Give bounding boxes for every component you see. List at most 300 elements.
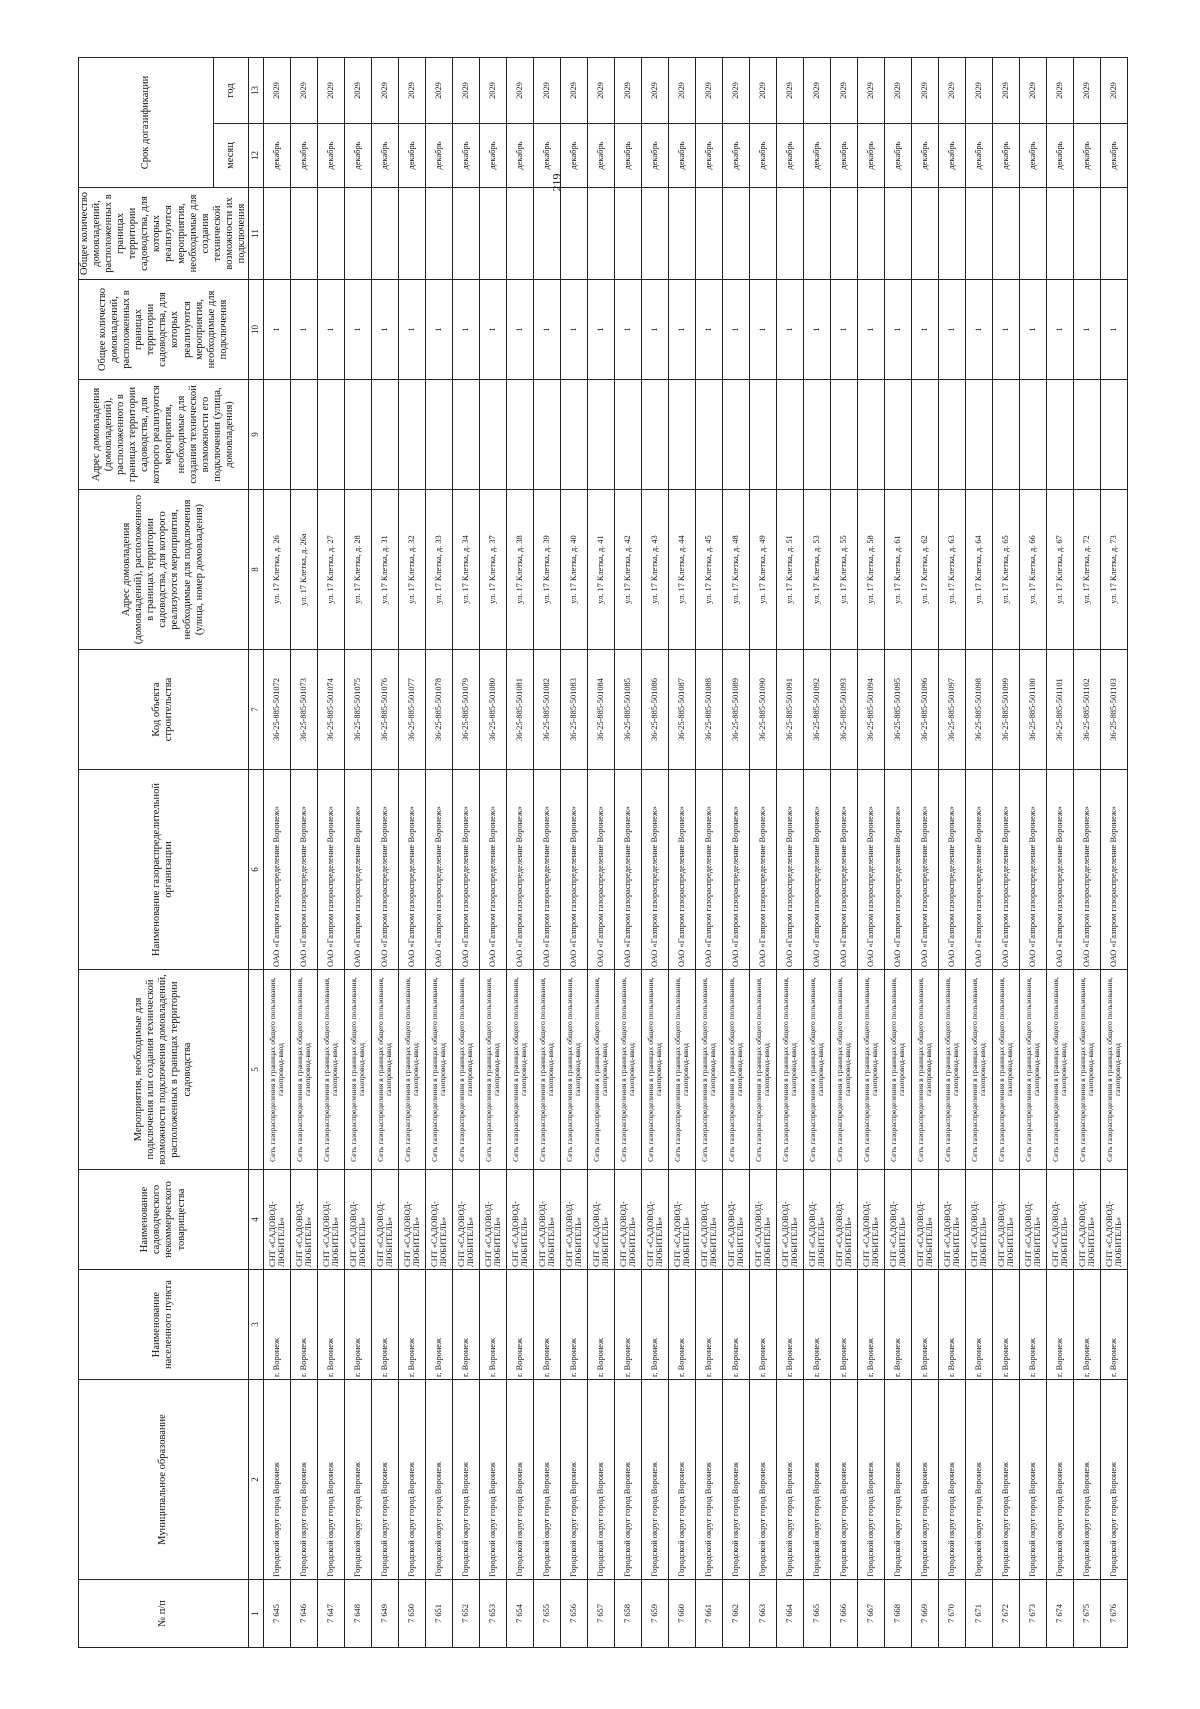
cell-snt: СНТ «САДОВОД-ЛЮБИТЕЛЬ» xyxy=(344,1170,371,1270)
cell-month: декабрь xyxy=(506,124,533,188)
cell-count2 xyxy=(668,188,695,280)
cell-count2 xyxy=(938,188,965,280)
cell-snt: СНТ «САДОВОД-ЛЮБИТЕЛЬ» xyxy=(965,1170,992,1270)
cell-gdo: ОАО «Газпром газораспределение Воронеж» xyxy=(641,770,668,970)
cell-count2 xyxy=(911,188,938,280)
cell-address: ул. 17 Клетка, д. 39 xyxy=(533,490,560,650)
cell-snt: СНТ «САДОВОД-ЛЮБИТЕЛЬ» xyxy=(614,1170,641,1270)
cell-municipality: Городской округ город Воронеж xyxy=(992,1380,1019,1580)
cell-count1: 1 xyxy=(803,280,830,380)
table-row xyxy=(1046,57,1073,1647)
cell-code: 36-25-885-501089 xyxy=(722,650,749,770)
cell-year: 2029 xyxy=(749,57,776,123)
cell-settlement: г. Воронеж xyxy=(830,1270,857,1380)
gasification-table xyxy=(78,57,1128,1648)
cell-address: ул. 17 Клетка, д. 45 xyxy=(695,490,722,650)
cell-measures: Сеть газораспределения в границах общего пользования, газопровод-ввод xyxy=(560,970,587,1170)
table-row xyxy=(884,57,911,1647)
cell-municipality: Городской округ город Воронеж xyxy=(1046,1380,1073,1580)
cell-year: 2029 xyxy=(371,57,398,123)
cell-count1: 1 xyxy=(560,280,587,380)
cell-measures: Сеть газораспределения в границах общего пользования, газопровод-ввод xyxy=(1019,970,1046,1170)
cell-snt: СНТ «САДОВОД-ЛЮБИТЕЛЬ» xyxy=(587,1170,614,1270)
cell-settlement: г. Воронеж xyxy=(938,1270,965,1380)
cell-count2 xyxy=(560,188,587,280)
cell-address: ул. 17 Клетка, д. 53 xyxy=(803,490,830,650)
column-index-cell: 13 xyxy=(248,57,263,123)
cell-address: ул. 17 Клетка, д. 26а xyxy=(290,490,317,650)
cell-count1: 1 xyxy=(479,280,506,380)
cell-num: 7 654 xyxy=(506,1580,533,1648)
cell-month: декабрь xyxy=(938,124,965,188)
cell-gdo: ОАО «Газпром газораспределение Воронеж» xyxy=(830,770,857,970)
cell-address2 xyxy=(1019,380,1046,490)
cell-num: 7 671 xyxy=(965,1580,992,1648)
cell-settlement: г. Воронеж xyxy=(371,1270,398,1380)
cell-municipality: Городской округ город Воронеж xyxy=(1073,1380,1100,1580)
cell-code: 36-25-885-501103 xyxy=(1100,650,1127,770)
table-row xyxy=(911,57,938,1647)
cell-measures: Сеть газораспределения в границах общего пользования, газопровод-ввод xyxy=(776,970,803,1170)
cell-snt: СНТ «САДОВОД-ЛЮБИТЕЛЬ» xyxy=(398,1170,425,1270)
cell-municipality: Городской округ город Воронеж xyxy=(560,1380,587,1580)
cell-month: декабрь xyxy=(722,124,749,188)
cell-year: 2029 xyxy=(722,57,749,123)
cell-count2 xyxy=(425,188,452,280)
cell-code: 36-25-885-501100 xyxy=(1019,650,1046,770)
cell-code: 36-25-885-501102 xyxy=(1073,650,1100,770)
cell-address2 xyxy=(1046,380,1073,490)
cell-address: ул. 17 Клетка, д. 62 xyxy=(911,490,938,650)
cell-num: 7 674 xyxy=(1046,1580,1073,1648)
cell-measures: Сеть газораспределения в границах общего пользования, газопровод-ввод xyxy=(1046,970,1073,1170)
cell-settlement: г. Воронеж xyxy=(911,1270,938,1380)
cell-year: 2029 xyxy=(344,57,371,123)
cell-municipality: Городской округ город Воронеж xyxy=(587,1380,614,1580)
cell-address2 xyxy=(587,380,614,490)
column-index-cell: 7 xyxy=(248,650,263,770)
cell-code: 36-25-885-501099 xyxy=(992,650,1019,770)
cell-measures: Сеть газораспределения в границах общего пользования, газопровод-ввод xyxy=(749,970,776,1170)
cell-code: 36-25-885-501075 xyxy=(344,650,371,770)
cell-address: ул. 17 Клетка, д. 61 xyxy=(884,490,911,650)
cell-address: ул. 17 Клетка, д. 26 xyxy=(263,490,290,650)
cell-month: декабрь xyxy=(425,124,452,188)
cell-address2 xyxy=(452,380,479,490)
cell-municipality: Городской округ город Воронеж xyxy=(857,1380,884,1580)
cell-settlement: г. Воронеж xyxy=(479,1270,506,1380)
cell-month: декабрь xyxy=(965,124,992,188)
cell-num: 7 669 xyxy=(911,1580,938,1648)
cell-gdo: ОАО «Газпром газораспределение Воронеж» xyxy=(614,770,641,970)
cell-gdo: ОАО «Газпром газораспределение Воронеж» xyxy=(803,770,830,970)
cell-measures: Сеть газораспределения в границах общего пользования, газопровод-ввод xyxy=(506,970,533,1170)
cell-num: 7 676 xyxy=(1100,1580,1127,1648)
cell-num: 7 662 xyxy=(722,1580,749,1648)
cell-settlement: г. Воронеж xyxy=(290,1270,317,1380)
cell-municipality: Городской округ город Воронеж xyxy=(290,1380,317,1580)
table-rotation-wrapper xyxy=(78,58,1123,1648)
cell-month: декабрь xyxy=(776,124,803,188)
table-row xyxy=(533,57,560,1647)
cell-code: 36-25-885-501082 xyxy=(533,650,560,770)
cell-year: 2029 xyxy=(398,57,425,123)
cell-address: ул. 17 Клетка, д. 51 xyxy=(776,490,803,650)
cell-num: 7 648 xyxy=(344,1580,371,1648)
cell-code: 36-25-885-501098 xyxy=(965,650,992,770)
cell-snt: СНТ «САДОВОД-ЛЮБИТЕЛЬ» xyxy=(1100,1170,1127,1270)
cell-code: 36-25-885-501076 xyxy=(371,650,398,770)
cell-num: 7 658 xyxy=(614,1580,641,1648)
cell-month: декабрь xyxy=(884,124,911,188)
cell-year: 2029 xyxy=(884,57,911,123)
cell-gdo: ОАО «Газпром газораспределение Воронеж» xyxy=(479,770,506,970)
cell-settlement: г. Воронеж xyxy=(992,1270,1019,1380)
cell-count1: 1 xyxy=(452,280,479,380)
cell-count1: 1 xyxy=(830,280,857,380)
cell-count1: 1 xyxy=(263,280,290,380)
cell-gdo: ОАО «Газпром газораспределение Воронеж» xyxy=(1100,770,1127,970)
header-code: Код объекта строительства xyxy=(79,650,249,770)
cell-gdo: ОАО «Газпром газораспределение Воронеж» xyxy=(911,770,938,970)
cell-address2 xyxy=(884,380,911,490)
cell-code: 36-25-885-501086 xyxy=(641,650,668,770)
cell-count1: 1 xyxy=(668,280,695,380)
header-term: Срок догазификации xyxy=(79,57,214,187)
cell-address: ул. 17 Клетка, д. 58 xyxy=(857,490,884,650)
cell-count1: 1 xyxy=(884,280,911,380)
cell-month: декабрь xyxy=(1100,124,1127,188)
cell-gdo: ОАО «Газпром газораспределение Воронеж» xyxy=(1046,770,1073,970)
cell-year: 2029 xyxy=(317,57,344,123)
table-row xyxy=(587,57,614,1647)
cell-address: ул. 17 Клетка, д. 34 xyxy=(452,490,479,650)
cell-month: декабрь xyxy=(479,124,506,188)
cell-year: 2029 xyxy=(965,57,992,123)
cell-municipality: Городской округ город Воронеж xyxy=(371,1380,398,1580)
cell-count2 xyxy=(641,188,668,280)
cell-municipality: Городской округ город Воронеж xyxy=(965,1380,992,1580)
cell-count2 xyxy=(587,188,614,280)
header-count2: Общее количество домовладений, расположенных в границах территории садоводства, для которых реализуются мероприятия, необходимые для создания технической возможности их подключения xyxy=(79,188,249,280)
cell-month: декабрь xyxy=(911,124,938,188)
cell-num: 7 649 xyxy=(371,1580,398,1648)
cell-count2 xyxy=(452,188,479,280)
cell-gdo: ОАО «Газпром газораспределение Воронеж» xyxy=(938,770,965,970)
cell-month: декабрь xyxy=(371,124,398,188)
cell-count1: 1 xyxy=(965,280,992,380)
cell-settlement: г. Воронеж xyxy=(398,1270,425,1380)
cell-gdo: ОАО «Газпром газораспределение Воронеж» xyxy=(344,770,371,970)
cell-snt: СНТ «САДОВОД-ЛЮБИТЕЛЬ» xyxy=(533,1170,560,1270)
header-gdo: Наименование газораспределительной организации xyxy=(79,770,249,970)
cell-count1: 1 xyxy=(425,280,452,380)
cell-count1: 1 xyxy=(587,280,614,380)
cell-count1: 1 xyxy=(992,280,1019,380)
header-address2: Адрес домовладения (домовладений), расположенного в границах территории садоводства, для которого реализуются мероприятия, необходимые для создания технической возможности его подключения (улица, домовладения) xyxy=(79,380,249,490)
cell-address: ул. 17 Клетка, д. 72 xyxy=(1073,490,1100,650)
cell-measures: Сеть газораспределения в границах общего пользования, газопровод-ввод xyxy=(587,970,614,1170)
cell-gdo: ОАО «Газпром газораспределение Воронеж» xyxy=(1019,770,1046,970)
cell-address2 xyxy=(290,380,317,490)
cell-gdo: ОАО «Газпром газораспределение Воронеж» xyxy=(263,770,290,970)
cell-address: ул. 17 Клетка, д. 32 xyxy=(398,490,425,650)
cell-num: 7 652 xyxy=(452,1580,479,1648)
cell-snt: СНТ «САДОВОД-ЛЮБИТЕЛЬ» xyxy=(641,1170,668,1270)
cell-settlement: г. Воронеж xyxy=(776,1270,803,1380)
cell-snt: СНТ «САДОВОД-ЛЮБИТЕЛЬ» xyxy=(668,1170,695,1270)
cell-measures: Сеть газораспределения в границах общего пользования, газопровод-ввод xyxy=(992,970,1019,1170)
cell-code: 36-25-885-501084 xyxy=(587,650,614,770)
table-row xyxy=(479,57,506,1647)
cell-municipality: Городской округ город Воронеж xyxy=(263,1380,290,1580)
cell-address: ул. 17 Клетка, д. 65 xyxy=(992,490,1019,650)
cell-address2 xyxy=(425,380,452,490)
cell-address: ул. 17 Клетка, д. 55 xyxy=(830,490,857,650)
cell-settlement: г. Воронеж xyxy=(1073,1270,1100,1380)
cell-settlement: г. Воронеж xyxy=(1100,1270,1127,1380)
cell-count1: 1 xyxy=(695,280,722,380)
cell-year: 2029 xyxy=(830,57,857,123)
column-index-cell: 12 xyxy=(248,124,263,188)
table-body xyxy=(263,57,1127,1647)
cell-count2 xyxy=(749,188,776,280)
cell-year: 2029 xyxy=(911,57,938,123)
cell-code: 36-25-885-501079 xyxy=(452,650,479,770)
cell-address: ул. 17 Клетка, д. 48 xyxy=(722,490,749,650)
cell-code: 36-25-885-501091 xyxy=(776,650,803,770)
cell-measures: Сеть газораспределения в границах общего пользования, газопровод-ввод xyxy=(722,970,749,1170)
cell-address2 xyxy=(830,380,857,490)
cell-snt: СНТ «САДОВОД-ЛЮБИТЕЛЬ» xyxy=(749,1170,776,1270)
cell-gdo: ОАО «Газпром газораспределение Воронеж» xyxy=(587,770,614,970)
cell-snt: СНТ «САДОВОД-ЛЮБИТЕЛЬ» xyxy=(1019,1170,1046,1270)
cell-count2 xyxy=(263,188,290,280)
cell-gdo: ОАО «Газпром газораспределение Воронеж» xyxy=(398,770,425,970)
cell-municipality: Городской округ город Воронеж xyxy=(425,1380,452,1580)
cell-address2 xyxy=(1073,380,1100,490)
cell-measures: Сеть газораспределения в границах общего пользования, газопровод-ввод xyxy=(641,970,668,1170)
cell-year: 2029 xyxy=(641,57,668,123)
cell-address: ул. 17 Клетка, д. 63 xyxy=(938,490,965,650)
cell-snt: СНТ «САДОВОД-ЛЮБИТЕЛЬ» xyxy=(884,1170,911,1270)
cell-gdo: ОАО «Газпром газораспределение Воронеж» xyxy=(857,770,884,970)
cell-municipality: Городской округ город Воронеж xyxy=(938,1380,965,1580)
cell-count1: 1 xyxy=(722,280,749,380)
cell-municipality: Городской округ город Воронеж xyxy=(398,1380,425,1580)
cell-settlement: г. Воронеж xyxy=(344,1270,371,1380)
table-row xyxy=(614,57,641,1647)
cell-municipality: Городской округ город Воронеж xyxy=(1100,1380,1127,1580)
cell-year: 2029 xyxy=(803,57,830,123)
cell-year: 2029 xyxy=(290,57,317,123)
cell-address2 xyxy=(344,380,371,490)
table-row xyxy=(1100,57,1127,1647)
cell-year: 2029 xyxy=(1019,57,1046,123)
table-row xyxy=(398,57,425,1647)
cell-settlement: г. Воронеж xyxy=(803,1270,830,1380)
cell-month: декабрь xyxy=(290,124,317,188)
cell-address2 xyxy=(398,380,425,490)
cell-count1: 1 xyxy=(938,280,965,380)
cell-municipality: Городской округ город Воронеж xyxy=(533,1380,560,1580)
cell-snt: СНТ «САДОВОД-ЛЮБИТЕЛЬ» xyxy=(911,1170,938,1270)
cell-gdo: ОАО «Газпром газораспределение Воронеж» xyxy=(749,770,776,970)
cell-settlement: г. Воронеж xyxy=(587,1270,614,1380)
cell-settlement: г. Воронеж xyxy=(722,1270,749,1380)
cell-year: 2029 xyxy=(560,57,587,123)
cell-snt: СНТ «САДОВОД-ЛЮБИТЕЛЬ» xyxy=(938,1170,965,1270)
table-row xyxy=(722,57,749,1647)
header-snt: Наименование садоводческого некоммерческого товарищества xyxy=(79,1170,249,1270)
cell-settlement: г. Воронеж xyxy=(614,1270,641,1380)
cell-code: 36-25-885-501093 xyxy=(830,650,857,770)
cell-address: ул. 17 Клетка, д. 31 xyxy=(371,490,398,650)
cell-measures: Сеть газораспределения в границах общего пользования, газопровод-ввод xyxy=(614,970,641,1170)
cell-count1: 1 xyxy=(857,280,884,380)
cell-address: ул. 17 Клетка, д. 27 xyxy=(317,490,344,650)
cell-num: 7 645 xyxy=(263,1580,290,1648)
cell-settlement: г. Воронеж xyxy=(965,1270,992,1380)
cell-settlement: г. Воронеж xyxy=(857,1270,884,1380)
cell-code: 36-25-885-501094 xyxy=(857,650,884,770)
cell-year: 2029 xyxy=(1100,57,1127,123)
cell-year: 2029 xyxy=(938,57,965,123)
cell-count1: 1 xyxy=(614,280,641,380)
cell-gdo: ОАО «Газпром газораспределение Воронеж» xyxy=(371,770,398,970)
cell-municipality: Городской округ город Воронеж xyxy=(344,1380,371,1580)
cell-count2 xyxy=(803,188,830,280)
table-row xyxy=(1073,57,1100,1647)
cell-count1: 1 xyxy=(641,280,668,380)
cell-snt: СНТ «САДОВОД-ЛЮБИТЕЛЬ» xyxy=(371,1170,398,1270)
table-row xyxy=(965,57,992,1647)
cell-address2 xyxy=(857,380,884,490)
cell-address2 xyxy=(371,380,398,490)
cell-measures: Сеть газораспределения в границах общего пользования, газопровод-ввод xyxy=(533,970,560,1170)
cell-municipality: Городской округ город Воронеж xyxy=(317,1380,344,1580)
page-number: 219 xyxy=(549,173,564,192)
cell-snt: СНТ «САДОВОД-ЛЮБИТЕЛЬ» xyxy=(776,1170,803,1270)
cell-count1: 1 xyxy=(344,280,371,380)
cell-num: 7 670 xyxy=(938,1580,965,1648)
cell-gdo: ОАО «Газпром газораспределение Воронеж» xyxy=(290,770,317,970)
cell-month: декабрь xyxy=(560,124,587,188)
cell-code: 36-25-885-501090 xyxy=(749,650,776,770)
cell-count2 xyxy=(317,188,344,280)
cell-address: ул. 17 Клетка, д. 67 xyxy=(1046,490,1073,650)
cell-municipality: Городской округ город Воронеж xyxy=(1019,1380,1046,1580)
cell-num: 7 665 xyxy=(803,1580,830,1648)
cell-year: 2029 xyxy=(992,57,1019,123)
cell-gdo: ОАО «Газпром газораспределение Воронеж» xyxy=(884,770,911,970)
cell-year: 2029 xyxy=(857,57,884,123)
cell-year: 2029 xyxy=(668,57,695,123)
cell-measures: Сеть газораспределения в границах общего пользования, газопровод-ввод xyxy=(425,970,452,1170)
cell-measures: Сеть газораспределения в границах общего пользования, газопровод-ввод xyxy=(803,970,830,1170)
cell-count1: 1 xyxy=(749,280,776,380)
cell-snt: СНТ «САДОВОД-ЛЮБИТЕЛЬ» xyxy=(290,1170,317,1270)
column-index-cell: 9 xyxy=(248,380,263,490)
cell-address2 xyxy=(749,380,776,490)
cell-count2 xyxy=(614,188,641,280)
cell-snt: СНТ «САДОВОД-ЛЮБИТЕЛЬ» xyxy=(830,1170,857,1270)
cell-address2 xyxy=(1100,380,1127,490)
cell-municipality: Городской округ город Воронеж xyxy=(722,1380,749,1580)
cell-count1: 1 xyxy=(776,280,803,380)
cell-count2 xyxy=(965,188,992,280)
cell-code: 36-25-885-501080 xyxy=(479,650,506,770)
cell-address2 xyxy=(479,380,506,490)
cell-month: декабрь xyxy=(1073,124,1100,188)
cell-gdo: ОАО «Газпром газораспределение Воронеж» xyxy=(560,770,587,970)
cell-gdo: ОАО «Газпром газораспределение Воронеж» xyxy=(668,770,695,970)
cell-snt: СНТ «САДОВОД-ЛЮБИТЕЛЬ» xyxy=(1073,1170,1100,1270)
header-num: № п/п xyxy=(79,1580,249,1648)
column-index-cell: 4 xyxy=(248,1170,263,1270)
cell-gdo: ОАО «Газпром газораспределение Воронеж» xyxy=(722,770,749,970)
cell-settlement: г. Воронеж xyxy=(641,1270,668,1380)
cell-count1: 1 xyxy=(533,280,560,380)
cell-snt: СНТ «САДОВОД-ЛЮБИТЕЛЬ» xyxy=(425,1170,452,1270)
cell-address2 xyxy=(317,380,344,490)
cell-year: 2029 xyxy=(614,57,641,123)
cell-num: 7 666 xyxy=(830,1580,857,1648)
cell-snt: СНТ «САДОВОД-ЛЮБИТЕЛЬ» xyxy=(1046,1170,1073,1270)
cell-num: 7 660 xyxy=(668,1580,695,1648)
cell-address2 xyxy=(965,380,992,490)
cell-address: ул. 17 Клетка, д. 64 xyxy=(965,490,992,650)
cell-settlement: г. Воронеж xyxy=(452,1270,479,1380)
table-row xyxy=(290,57,317,1647)
cell-gdo: ОАО «Газпром газораспределение Воронеж» xyxy=(992,770,1019,970)
cell-count1: 1 xyxy=(290,280,317,380)
table-row xyxy=(452,57,479,1647)
cell-municipality: Городской округ город Воронеж xyxy=(884,1380,911,1580)
cell-code: 36-25-885-501077 xyxy=(398,650,425,770)
cell-address: ул. 17 Клетка, д. 73 xyxy=(1100,490,1127,650)
cell-num: 7 651 xyxy=(425,1580,452,1648)
cell-address: ул. 17 Клетка, д. 42 xyxy=(614,490,641,650)
cell-address: ул. 17 Клетка, д. 40 xyxy=(560,490,587,650)
cell-code: 36-25-885-501087 xyxy=(668,650,695,770)
cell-measures: Сеть газораспределения в границах общего пользования, газопровод-ввод xyxy=(668,970,695,1170)
cell-count2 xyxy=(1073,188,1100,280)
table-row xyxy=(749,57,776,1647)
cell-municipality: Городской округ город Воронеж xyxy=(803,1380,830,1580)
cell-count1: 1 xyxy=(1046,280,1073,380)
cell-num: 7 659 xyxy=(641,1580,668,1648)
cell-num: 7 656 xyxy=(560,1580,587,1648)
cell-month: декабрь xyxy=(749,124,776,188)
cell-address: ул. 17 Клетка, д. 41 xyxy=(587,490,614,650)
cell-num: 7 646 xyxy=(290,1580,317,1648)
cell-address2 xyxy=(560,380,587,490)
cell-snt: СНТ «САДОВОД-ЛЮБИТЕЛЬ» xyxy=(479,1170,506,1270)
header-count1: Общее количество домовладений, расположенных в границах территории садоводства, для которых реализуются мероприятия, необходимые для подключения xyxy=(79,280,249,380)
cell-measures: Сеть газораспределения в границах общего пользования, газопровод-ввод xyxy=(344,970,371,1170)
header-settlement: Наименование населенного пункта xyxy=(79,1270,249,1380)
cell-count2 xyxy=(992,188,1019,280)
cell-address: ул. 17 Клетка, д. 28 xyxy=(344,490,371,650)
header-row xyxy=(79,57,214,1647)
table-row xyxy=(317,57,344,1647)
cell-snt: СНТ «САДОВОД-ЛЮБИТЕЛЬ» xyxy=(263,1170,290,1270)
cell-measures: Сеть газораспределения в границах общего пользования, газопровод-ввод xyxy=(695,970,722,1170)
cell-year: 2029 xyxy=(776,57,803,123)
table-row xyxy=(776,57,803,1647)
cell-count2 xyxy=(290,188,317,280)
